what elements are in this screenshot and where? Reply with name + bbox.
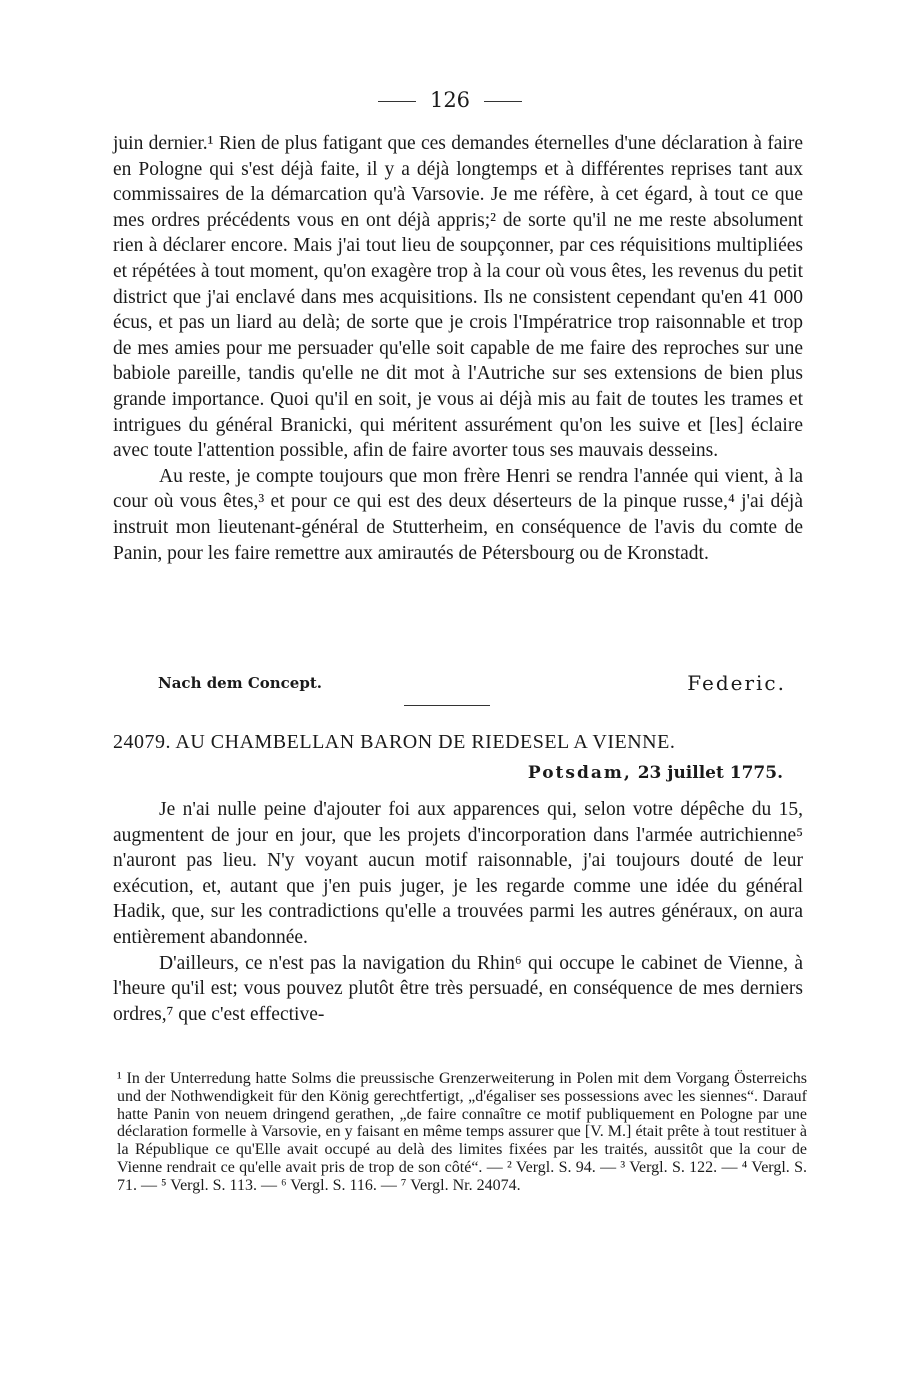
footnotes: ¹ In der Unterredung hatte Solms die preussische Grenzerweiterung in Polen mit dem Vorgang Österreichs und der Nothwendigkeit für den König gerechtfertigt, „d'égaliser ses possessions avec les siennes“. Darauf hatte Panin von neuem dringend gerathen, „de faire connaître ce motif publiquement en Pologne par une déclaration formelle à Varsovie, en y faisant en même temps assurer que [V. M.] était prête à tout restituer à la République ce qu'Elle avait occupé au delà des limites fixées par les traités, aussitôt que la cour de Vienne rendrait ce qu'elle avait pris de trop de son côté“. — ² Vergl. S. 94. — ³ Vergl. S. 122. — ⁴ Vergl. S. 71. — ⁵ Vergl. S. 113. — ⁶ Vergl. S. 116. — ⁷ Vergl. Nr. 24074. [117, 1070, 807, 1194]
letter2-place-date [528, 763, 783, 783]
letter2-paragraph-1: Je n'ai nulle peine d'ajouter foi aux apparences qui, selon votre dépêche du 15, augmentent de jour en jour, que les projets d'incorporation dans l'armée autrichienne⁵ n'auront pas lieu. N'y voyant aucun motif raisonnable, j'ai toujours douté de leur exécution, et, autant que j'en puis juger, je les regarde comme une idée du général Hadik, que, sur les contradictions qu'elle a trouvées parmi les autres généraux, on aura entièrement abandonnée. [113, 799, 803, 948]
page-number: 126 [429, 88, 471, 112]
signature: Federic. [687, 671, 786, 695]
section-divider [404, 705, 490, 706]
letter1-text [113, 131, 803, 566]
right-dash [484, 101, 522, 102]
letter1-paragraph-2: Au reste, je compte toujours que mon frère Henri se rendra l'année qui vient, à la cour où vous êtes,³ et pour ce qui est des deux déserteurs de la pinque russe,⁴ j'ai déjà instruit mon lieutenant-général de Stutterheim, en conséquence de l'avis du comte de Panin, pour les faire remettre aux amirautés de Pétersbourg ou de Kronstadt. [113, 465, 803, 564]
source-note: Nach dem Concept. [158, 674, 322, 692]
letter2-date: 23 juillet 1775. [637, 763, 783, 783]
left-dash [378, 101, 416, 102]
letter1-closing [158, 671, 786, 695]
letter1-paragraph-1: juin dernier.¹ Rien de plus fatigant que ces demandes éternelles d'une déclaration à faire en Pologne qui s'est déjà faite, il y a déjà longtemps et à différentes reprises tant aux commissaires de la démarcation qu'à Varsovie. Je me réfère, à cet égard, à tout ce que mes ordres précédents vous en ont déjà appris;² de sorte qu'il ne me reste absolument rien à déclarer encore. Mais j'ai tout lieu de soupçonner, par ces réquisitions multipliées et répétées à tout moment, qu'on exagère trop à la cour où vous êtes, les revenus du petit district que j'ai enclavé dans mes acquisitions. Ils ne consistent cependant qu'en 41 000 écus, et pas un liard au delà; de sorte que je crois l'Impératrice trop raisonnable et trop de mes amies pour me persuader qu'elle soit capable de me faire des reproches sur une babiole pareille, tandis qu'elle ne dit mot à l'Autriche sur ses extensions de bien plus grande importance. Quoi qu'il en soit, je vous ai déjà mis au fait de toutes les trames et intrigues du général Branicki, qui méritent assurément qu'on les suive et [les] éclaire avec toute l'attention possible, afin de faire avorter tous ses mauvais desseins. [113, 133, 803, 462]
letter2-paragraph-2: D'ailleurs, ce n'est pas la navigation du Rhin⁶ qui occupe le cabinet de Vienne, à l'heure qu'il est; vous pouvez plutôt être très persuadé, en conséquence de mes derniers ordres,⁷ que c'est effective- [113, 952, 803, 1025]
page-number-line [0, 88, 900, 112]
letter2-place: Potsdam, [527, 763, 632, 783]
letter2-heading: 24079. AU CHAMBELLAN BARON DE RIEDESEL A VIENNE. [113, 731, 676, 753]
letter2-text [113, 797, 803, 1027]
